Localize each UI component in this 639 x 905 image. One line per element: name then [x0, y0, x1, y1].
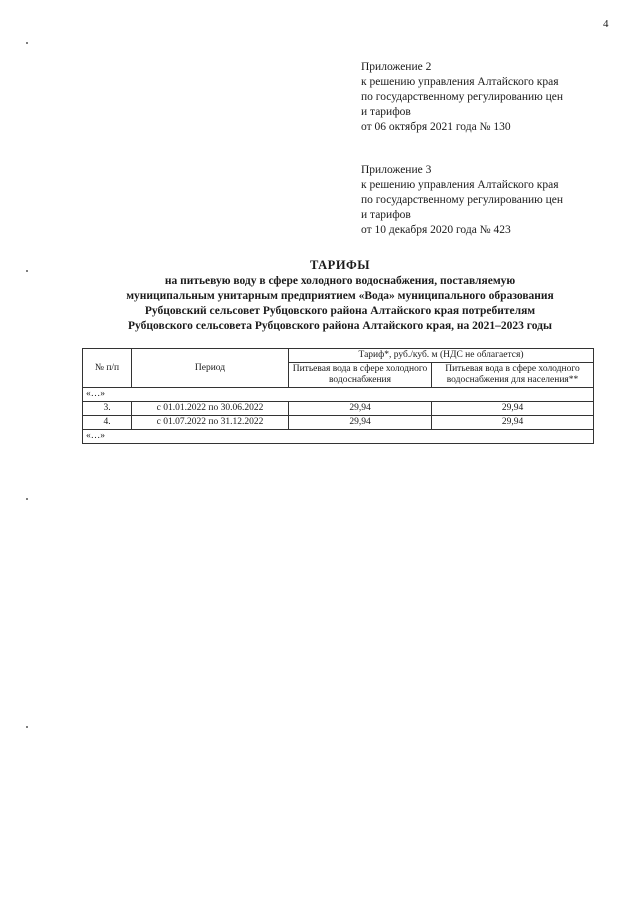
appendix-2-line: по государственному регулированию цен	[361, 91, 564, 103]
title-main: ТАРИФЫ	[309, 258, 371, 272]
header-col-b: Питьевая вода в сфере холодного водоснабжения для населения**	[432, 363, 594, 388]
header-col-a: Питьевая вода в сфере холодного водоснабжения	[289, 363, 432, 388]
appendix-2-line: к решению управления Алтайского края	[361, 76, 559, 88]
scan-artifact-dot	[26, 42, 28, 44]
table-row	[83, 402, 594, 416]
title-line: Рубцовского сельсовета Рубцовского района Алтайского края, на 2021–2023 годы	[128, 320, 552, 332]
tariff-table	[82, 348, 594, 444]
appendix-3-line: и тарифов	[361, 209, 411, 221]
title-line: на питьевую воду в сфере холодного водоснабжения, поставляемую	[164, 275, 516, 287]
appendix-2-line: и тарифов	[361, 106, 411, 118]
appendix-3-line: Приложение 3	[361, 164, 432, 176]
appendix-3-header	[361, 163, 621, 238]
header-period: Период	[132, 349, 289, 388]
ellipsis-row-bottom: «…»	[83, 430, 594, 444]
scan-artifact-dot	[26, 270, 28, 272]
appendix-2-line: от 06 октября 2021 года № 130	[361, 121, 511, 133]
title-line: Рубцовский сельсовет Рубцовского района Алтайского края потребителям	[144, 305, 536, 317]
appendix-3-line: по государственному регулированию цен	[361, 194, 564, 206]
appendix-3-line: от 10 декабря 2020 года № 423	[361, 224, 511, 236]
header-tariff-group: Тариф*, руб./куб. м (НДС не облагается)	[289, 349, 594, 363]
scan-artifact-dot	[26, 726, 28, 728]
row-num: 4.	[83, 416, 132, 430]
row-tariff-a: 29,94	[289, 402, 432, 416]
appendix-3-line: к решению управления Алтайского края	[361, 179, 559, 191]
row-tariff-b: 29,94	[432, 402, 594, 416]
document-title	[60, 258, 620, 334]
row-period: с 01.01.2022 по 30.06.2022	[132, 402, 289, 416]
appendix-2-line: Приложение 2	[361, 61, 432, 73]
table-row	[83, 416, 594, 430]
title-line: муниципальным унитарным предприятием «Вода» муниципального образования	[126, 290, 554, 302]
page-number: 4	[603, 18, 609, 30]
scan-artifact-dot	[26, 498, 28, 500]
row-tariff-a: 29,94	[289, 416, 432, 430]
header-num: № п/п	[83, 349, 132, 388]
row-num: 3.	[83, 402, 132, 416]
row-tariff-b: 29,94	[432, 416, 594, 430]
row-period: с 01.07.2022 по 31.12.2022	[132, 416, 289, 430]
appendix-2-header	[361, 60, 621, 135]
ellipsis-row-top: «…»	[83, 388, 594, 402]
